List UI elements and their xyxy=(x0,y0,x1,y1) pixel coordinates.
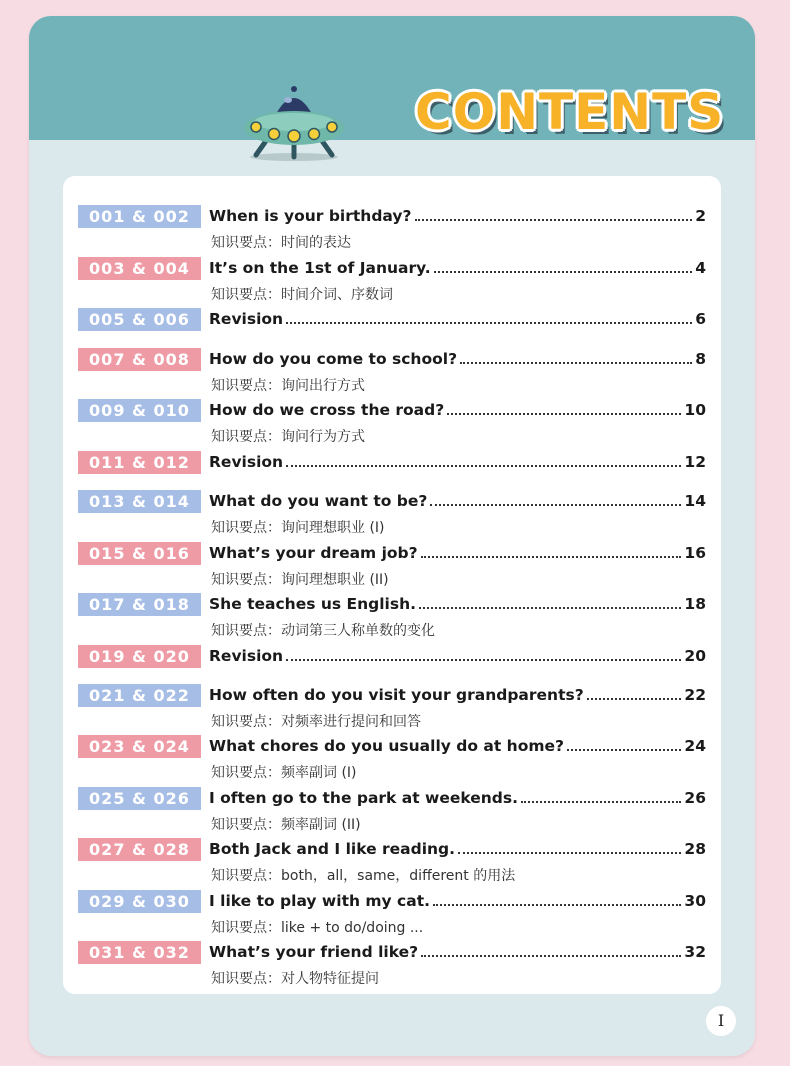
page-title: CONTENTS xyxy=(415,83,725,141)
toc-line xyxy=(209,641,706,671)
toc-card xyxy=(63,176,721,994)
knowledge-point-text: 时间的表达 xyxy=(281,235,351,251)
toc-line xyxy=(209,253,706,283)
lesson-title: Revision xyxy=(209,310,284,328)
lesson-title: I like to play with my cat. xyxy=(209,892,431,910)
knowledge-point xyxy=(211,426,365,446)
knowledge-point-label: 知识要点： xyxy=(211,868,281,884)
lesson-title: She teaches us English. xyxy=(209,595,416,613)
knowledge-point-label: 知识要点： xyxy=(211,817,281,833)
knowledge-point-text: 询问理想职业 (II) xyxy=(281,572,389,588)
knowledge-point xyxy=(211,814,361,834)
knowledge-point-text: 频率副词 (I) xyxy=(281,765,357,781)
dot-leader xyxy=(430,504,681,506)
contents-page xyxy=(29,16,755,1056)
dot-leader xyxy=(421,955,681,957)
toc-line xyxy=(209,344,706,374)
toc-line xyxy=(209,395,706,425)
knowledge-point-label: 知识要点： xyxy=(211,235,281,251)
page-ref: 18 xyxy=(684,595,706,613)
knowledge-point-label: 知识要点： xyxy=(211,429,281,445)
toc-line xyxy=(209,834,706,864)
toc-line xyxy=(209,304,706,334)
dot-leader xyxy=(458,852,681,854)
toc-line xyxy=(209,783,706,813)
knowledge-point xyxy=(211,569,389,589)
lesson-title: How often do you visit your grandparents? xyxy=(209,686,584,704)
knowledge-point-text: 询问行为方式 xyxy=(281,429,365,445)
lesson-number-badge: 023 & 024 xyxy=(78,735,201,758)
dot-leader xyxy=(433,904,681,906)
page-ref: 26 xyxy=(684,789,706,807)
lesson-title: It’s on the 1st of January. xyxy=(209,259,431,277)
knowledge-point-label: 知识要点： xyxy=(211,572,281,588)
lesson-number-badge: 013 & 014 xyxy=(78,490,201,513)
lesson-title: How do we cross the road? xyxy=(209,401,445,419)
dot-leader xyxy=(460,362,692,364)
lesson-number-badge: 019 & 020 xyxy=(78,645,201,668)
lesson-title: When is your birthday? xyxy=(209,207,412,225)
knowledge-point-text: 询问出行方式 xyxy=(281,378,365,394)
knowledge-point-text: 询问理想职业 (I) xyxy=(281,520,385,536)
toc-line xyxy=(209,538,706,568)
knowledge-point-label: 知识要点： xyxy=(211,765,281,781)
page-ref: 16 xyxy=(684,544,706,562)
knowledge-point xyxy=(211,711,421,731)
page-ref: 30 xyxy=(684,892,706,910)
dot-leader xyxy=(419,607,681,609)
knowledge-point-label: 知识要点： xyxy=(211,714,281,730)
page-number: I xyxy=(706,1006,736,1036)
lesson-number-badge: 021 & 022 xyxy=(78,684,201,707)
dot-leader xyxy=(415,219,693,221)
dot-leader xyxy=(587,698,682,700)
dot-leader xyxy=(421,556,682,558)
toc-line xyxy=(209,589,706,619)
dot-leader xyxy=(521,801,681,803)
page-ref: 12 xyxy=(684,453,706,471)
knowledge-point-label: 知识要点： xyxy=(211,920,281,936)
lesson-number-badge: 025 & 026 xyxy=(78,787,201,810)
toc-line xyxy=(209,731,706,761)
page-ref: 22 xyxy=(684,686,706,704)
lesson-number-badge: 009 & 010 xyxy=(78,399,201,422)
knowledge-point xyxy=(211,232,351,252)
knowledge-point-text: like + to do/doing ... xyxy=(281,920,424,936)
lesson-title: What’s your friend like? xyxy=(209,943,419,961)
page-ref: 6 xyxy=(695,310,706,328)
page-ref: 10 xyxy=(684,401,706,419)
lesson-title: What’s your dream job? xyxy=(209,544,418,562)
toc-line xyxy=(209,937,706,967)
knowledge-point-text: 时间介词、序数词 xyxy=(281,287,393,303)
page-ref: 32 xyxy=(684,943,706,961)
lesson-number-badge: 027 & 028 xyxy=(78,838,201,861)
toc-line xyxy=(209,486,706,516)
knowledge-point-text: 对人物特征提问 xyxy=(281,971,379,987)
knowledge-point xyxy=(211,917,423,937)
lesson-number-badge: 029 & 030 xyxy=(78,890,201,913)
knowledge-point xyxy=(211,375,365,395)
lesson-title: Revision xyxy=(209,647,284,665)
page-ref: 28 xyxy=(684,840,706,858)
knowledge-point xyxy=(211,865,515,885)
knowledge-point-label: 知识要点： xyxy=(211,520,281,536)
dot-leader xyxy=(567,749,681,751)
knowledge-point-text: 频率副词 (II) xyxy=(281,817,361,833)
ufo-icon xyxy=(242,86,346,162)
lesson-number-badge: 031 & 032 xyxy=(78,941,201,964)
knowledge-point-label: 知识要点： xyxy=(211,971,281,987)
lesson-title: How do you come to school? xyxy=(209,350,458,368)
lesson-title: What chores do you usually do at home? xyxy=(209,737,564,755)
knowledge-point-label: 知识要点： xyxy=(211,378,281,394)
toc-line xyxy=(209,886,706,916)
knowledge-point xyxy=(211,762,357,782)
dot-leader xyxy=(286,322,692,324)
toc-line xyxy=(209,447,706,477)
knowledge-point-text: 动词第三人称单数的变化 xyxy=(281,623,435,639)
dot-leader xyxy=(447,413,681,415)
knowledge-point-label: 知识要点： xyxy=(211,623,281,639)
page-ref: 20 xyxy=(684,647,706,665)
page-ref: 2 xyxy=(695,207,706,225)
lesson-title: Both Jack and I like reading. xyxy=(209,840,456,858)
knowledge-point-label: 知识要点： xyxy=(211,287,281,303)
lesson-number-badge: 017 & 018 xyxy=(78,593,201,616)
lesson-number-badge: 003 & 004 xyxy=(78,257,201,280)
knowledge-point xyxy=(211,620,435,640)
knowledge-point-text: 对频率进行提问和回答 xyxy=(281,714,421,730)
knowledge-point xyxy=(211,517,385,537)
knowledge-point-text: both，all，same，different 的用法 xyxy=(281,868,516,884)
lesson-title: Revision xyxy=(209,453,284,471)
lesson-number-badge: 015 & 016 xyxy=(78,542,201,565)
lesson-title: I often go to the park at weekends. xyxy=(209,789,519,807)
dot-leader xyxy=(434,271,693,273)
page-ref: 4 xyxy=(695,259,706,277)
dot-leader xyxy=(286,465,681,467)
page-ref: 14 xyxy=(684,492,706,510)
lesson-number-badge: 007 & 008 xyxy=(78,348,201,371)
lesson-title: What do you want to be? xyxy=(209,492,428,510)
lesson-number-badge: 011 & 012 xyxy=(78,451,201,474)
knowledge-point xyxy=(211,284,393,304)
page-ref: 24 xyxy=(684,737,706,755)
lesson-number-badge: 005 & 006 xyxy=(78,308,201,331)
knowledge-point xyxy=(211,968,379,988)
toc-line xyxy=(209,201,706,231)
toc-line xyxy=(209,680,706,710)
page-ref: 8 xyxy=(695,350,706,368)
dot-leader xyxy=(286,659,681,661)
lesson-number-badge: 001 & 002 xyxy=(78,205,201,228)
